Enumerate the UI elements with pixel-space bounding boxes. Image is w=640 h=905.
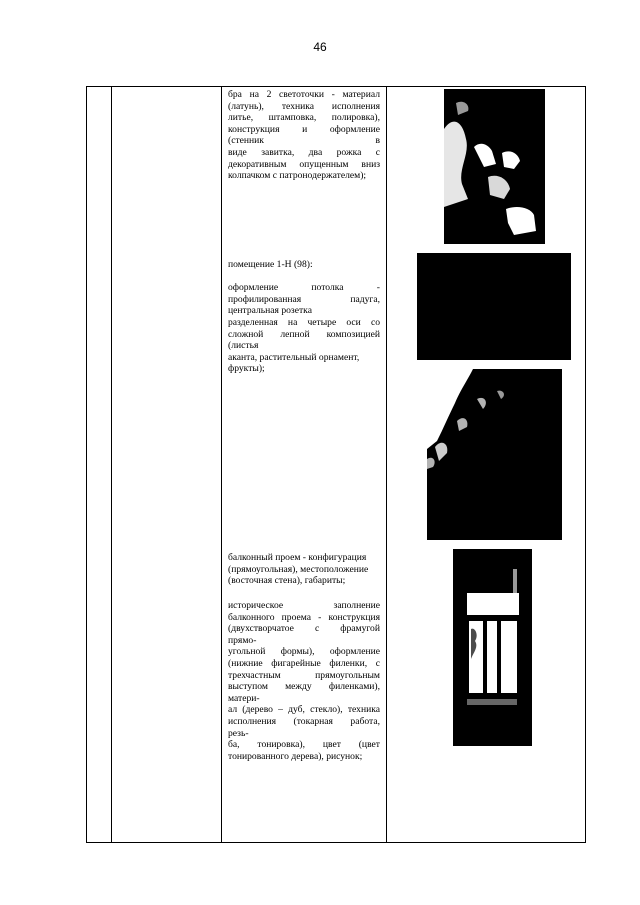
- text-line: аканта, растительный орнамент,: [228, 351, 360, 363]
- text-line: резь-: [228, 727, 249, 739]
- text-line: (латунь), техника исполнения: [228, 100, 380, 112]
- text-line: тонированного дерева), рисунок;: [228, 750, 363, 762]
- room-heading: помещение 1-Н (98):: [228, 259, 313, 270]
- text-line: исполнения (токарная работа,: [228, 715, 380, 727]
- text-line: разделенная на четыре оси со: [228, 316, 380, 328]
- ceiling-rosette-image: [417, 253, 571, 360]
- balcony-filling-description: [228, 600, 380, 762]
- text-line: сложной лепной композицией: [228, 328, 380, 340]
- text-line: (двухстворчатое с фрамугой: [228, 623, 380, 635]
- ceiling-molding-photo: [427, 369, 562, 540]
- text-line: матери-: [228, 692, 260, 704]
- text-line: колпачком с патронодержателем);: [228, 170, 367, 182]
- column-divider: [111, 87, 112, 842]
- column-divider: [221, 87, 222, 842]
- text-line: ал (дерево – дуб, стекло), техника: [228, 704, 380, 716]
- text-line: прямо-: [228, 634, 257, 646]
- text-line: литье, штамповка, полировка),: [228, 112, 380, 124]
- text-line: (стенник в: [228, 135, 380, 147]
- balcony-door-image: [453, 549, 532, 746]
- text-line: декоративным опущенным вниз: [228, 158, 380, 170]
- text-line: трехчастным прямоугольным: [228, 669, 380, 681]
- text-line: (восточная стена), габариты;: [228, 575, 346, 587]
- room-description: [228, 259, 380, 375]
- page-number: 46: [313, 40, 327, 54]
- text-line: виде завитка, два рожка с: [228, 146, 380, 158]
- column-divider: [386, 87, 387, 842]
- text-line: (листья: [228, 340, 259, 352]
- text-line: конструкция и оформление: [228, 123, 380, 135]
- text-line: центральная розетка: [228, 305, 312, 317]
- text-line: фрукты);: [228, 363, 265, 375]
- text-line: угольной формы), оформление: [228, 646, 380, 658]
- ceiling-molding-image: [427, 369, 562, 540]
- text-line: ба, тонировка), цвет (цвет: [228, 739, 380, 751]
- sconce-description: [228, 89, 380, 182]
- sconce-photo: [444, 89, 545, 244]
- text-line: бра на 2 светоточки - материал: [228, 89, 380, 100]
- ceiling-rosette-photo: [417, 253, 571, 360]
- text-line: (прямоугольная), местоположение: [228, 563, 369, 575]
- text-line: (нижние фигарейные филенки, с: [228, 657, 380, 669]
- balcony-door-photo: [453, 549, 532, 746]
- document-table: [86, 86, 586, 843]
- text-line: оформление потолка -: [228, 282, 380, 294]
- text-line: выступом между филенками),: [228, 681, 380, 693]
- text-line: балконный проем - конфигурация: [228, 552, 367, 563]
- text-line: балконного проема - конструкция: [228, 611, 380, 623]
- balcony-opening-description: [228, 552, 380, 587]
- sconce-image: [444, 89, 545, 244]
- text-line: историческое заполнение: [228, 600, 380, 611]
- text-line: профилированная падуга,: [228, 293, 380, 305]
